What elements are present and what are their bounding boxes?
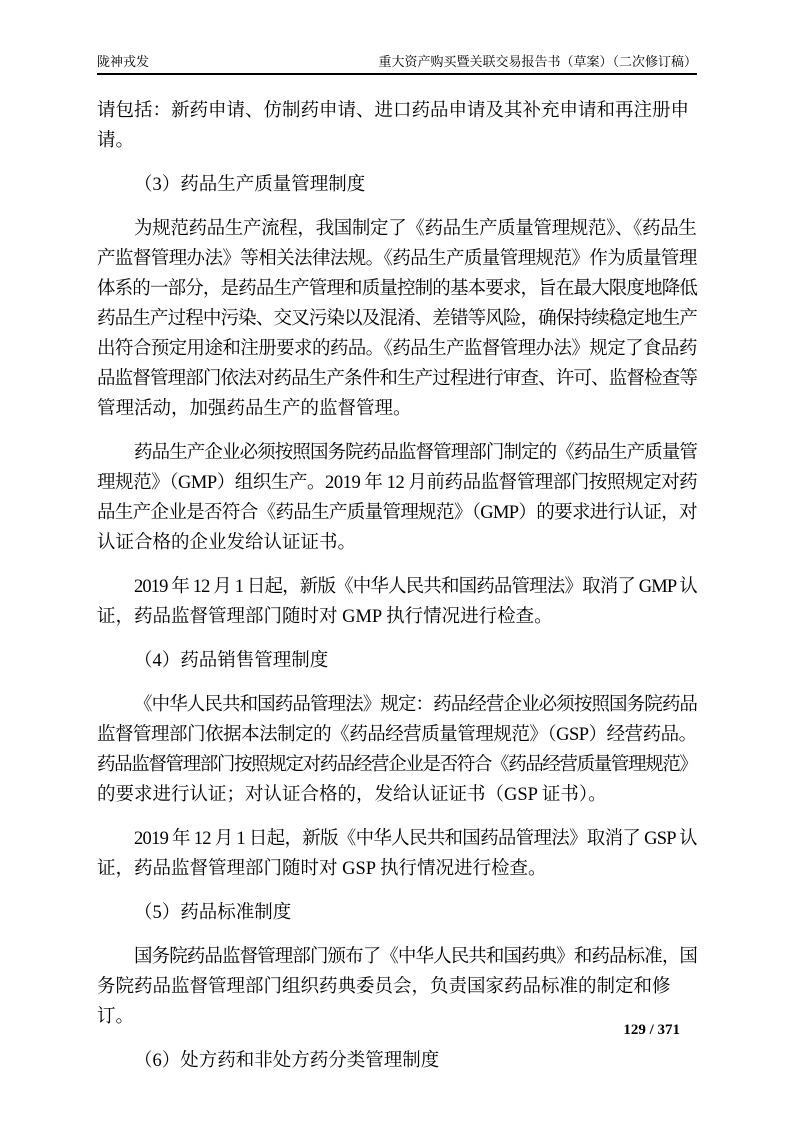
document-body	[97, 96, 697, 1090]
text-line: 认证合格的企业发给认证证书。	[97, 533, 357, 553]
text-line: 管理活动，加强药品生产的监督管理。	[97, 399, 412, 419]
text-line: 体系的一部分，是药品生产管理和质量控制的基本要求，旨在最大限度地降低	[97, 279, 698, 299]
section-heading	[97, 646, 697, 676]
text-line: 理规范》（GMP）组织生产。2019 年 12 月前药品监督管理部门按照规定对药	[97, 473, 698, 493]
text-line: 务院药品监督管理部门组织药典委员会，负责国家药品标准的制定和修订。	[97, 977, 671, 1027]
text-line: 为规范药品生产流程，我国制定了《药品生产质量管理规范》、《药品生	[134, 219, 697, 239]
text-line: 药品生产企业必须按照国务院药品监督管理部门制定的《药品生产质量管	[134, 443, 698, 463]
paragraph	[97, 942, 697, 1032]
section-heading	[97, 170, 697, 200]
text-line: 的要求进行认证；对认证合格的，发给认证证书（GSP 证书）。	[97, 785, 607, 805]
heading-line: （3）药品生产质量管理制度	[134, 175, 366, 195]
text-line: 证，药品监督管理部门随时对 GMP 执行情况进行检查。	[97, 607, 553, 627]
text-line: 2019 年 12 月 1 日起，新版《中华人民共和国药品管理法》取消了 GMP 认	[134, 577, 698, 597]
heading-line: （5）药品标准制度	[134, 903, 292, 923]
text-line: 国务院药品监督管理部门颁布了《中华人民共和国药典》和药品标准，国	[134, 947, 698, 967]
paragraph	[97, 438, 697, 558]
text-line: 药品监督管理部门按照规定对药品经营企业是否符合《药品经营质量管理规范》	[97, 755, 697, 775]
text-line: 药品生产过程中污染、交叉污染以及混淆、差错等风险，确保持续稳定地生产	[97, 309, 698, 329]
paragraph	[97, 572, 697, 632]
heading-line: （6）处方药和非处方药分类管理制度	[134, 1051, 440, 1071]
text-line: 2019 年 12 月 1 日起，新版《中华人民共和国药品管理法》取消了 GSP 认	[134, 829, 697, 849]
paragraph	[97, 690, 697, 810]
paragraph	[97, 96, 697, 156]
text-line: 证，药品监督管理部门随时对 GSP 执行情况进行检查。	[97, 859, 547, 879]
section-heading	[97, 898, 697, 928]
text-line: 产监督管理办法》等相关法律法规。《药品生产质量管理规范》作为质量管理	[97, 249, 697, 269]
paragraph	[97, 214, 697, 424]
text-line: 请包括：新药申请、仿制药申请、进口药品申请及其补充申请和再注册申请。	[97, 101, 690, 151]
page-number: 129 / 371	[623, 1022, 680, 1038]
text-line: 品生产企业是否符合《药品生产质量管理规范》（GMP）的要求进行认证，对	[97, 503, 697, 523]
header-left-title: 陇神戎发	[97, 54, 150, 69]
page-footer	[97, 1021, 680, 1039]
header-right-title: 重大资产购买暨关联交易报告书（草案）（二次修订稿）	[378, 54, 697, 69]
text-line: 出符合预定用途和注册要求的药品。《药品生产监督管理办法》规定了食品药	[97, 339, 697, 359]
page-header	[97, 53, 697, 71]
section-heading	[97, 1046, 697, 1076]
header-rule	[97, 73, 697, 75]
heading-line: （4）药品销售管理制度	[134, 651, 329, 671]
text-line: 监督管理部门依据本法制定的《药品经营质量管理规范》（GSP）经营药品。	[97, 725, 697, 745]
paragraph	[97, 824, 697, 884]
text-line: 《中华人民共和国药品管理法》规定：药品经营企业必须按照国务院药品	[134, 695, 698, 715]
text-line: 品监督管理部门依法对药品生产条件和生产过程进行审查、许可、监督检查等	[97, 369, 698, 389]
